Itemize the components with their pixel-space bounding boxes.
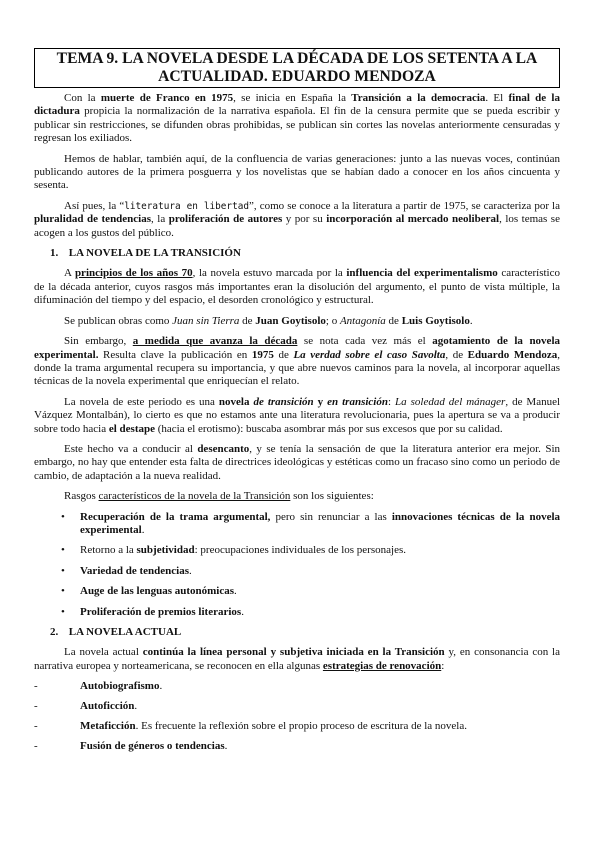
section-2-paragraph-1: La novela actual continúa la línea personal y subjetiva iniciada en la Transición y, en consonancia con la narrativa europea y norteamericana, se reconocen en ella algunas estrategias de renovación: [34,646,560,672]
list-item: - Metaficción. Es frecuente la reflexión sobre el propio proceso de escritura de la novela. [34,720,467,733]
renewal-strategies-list [34,680,560,753]
dash-icon: - [34,739,38,752]
intro-paragraph-2: Hemos de hablar, también aquí, de la confluencia de varias generaciones: junto a las nuevas voces, continúan publicando autores de la primera posguerra y los novelistas que se habían dado a conocer en los años cincuenta y sesenta. [34,152,560,192]
dash-icon: - [34,680,38,693]
list-item: • Retorno a la subjetividad: preocupaciones individuales de los personajes. [61,544,406,557]
list-item: • Proliferación de premios literarios. [61,605,244,618]
section-1-paragraph-2: Se publican obras como Juan sin Tierra de Juan Goytisolo; o Antagonía de Luis Goytisolo. [64,314,473,327]
intro-paragraph-1: Con la muerte de Franco en 1975, se inicia en España la Transición a la democracia. El final de la dictadura propicia la normalización de la narrativa española. El fin de la censura permite que se pueda escribir y publicar sin restricciones, se difunden obras prohibidas, se publican sin cortes las novelas anteriormente censuradas y regresan los exiliados. [34,92,560,145]
section-1-heading: 1. LA NOVELA DE LA TRANSICIÓN [50,247,241,260]
section-2-heading: 2. LA NOVELA ACTUAL [50,626,182,638]
title-line-2: ACTUALIDAD. EDUARDO MENDOZA [158,67,436,85]
list-item: • Recuperación de la trama argumental, pero sin renunciar a las innovaciones técnicas de la novela experimental. [61,510,561,536]
list-item: - Autoficción. [34,700,138,713]
intro-paragraph-3: Así pues, la “literatura en libertad”, como se conoce a la literatura a partir de 1975, se caracteriza por la pluralidad de tendencias, la proliferación de autores y por su incorporación al mercado neoliberal, los temas se acogen a los gustos del público. [34,199,560,239]
page-title [34,48,560,88]
bullet-icon: • [61,510,65,523]
bullet-icon: • [61,544,65,557]
dash-icon: - [34,700,38,713]
list-item: • Variedad de tendencias. [61,564,192,577]
bullet-icon: • [61,585,65,598]
title-line-1: TEMA 9. LA NOVELA DESDE LA DÉCADA DE LOS SETENTA A LA [56,50,538,67]
section-1-paragraph-1: A principios de los años 70, la novela estuvo marcada por la influencia del experimentalismo característico de la década anterior, cuyos rasgos más importantes eran la disolución del argumento, el punto de vista múltiple, la difuminación del tiempo y del espacio, el desorden cronológico y estructural. [34,267,560,307]
list-item: • Auge de las lenguas autonómicas. [61,585,237,598]
list-item: - Autobiografismo. [34,680,163,693]
section-1-paragraph-6: Rasgos característicos de la novela de la Transición son los siguientes: [64,490,374,503]
bullet-icon: • [61,564,65,577]
dash-icon: - [34,720,38,733]
document-body [34,92,560,760]
transition-features-list [34,511,560,619]
section-1-paragraph-5: Este hecho va a conducir al desencanto, y se tenía la sensación de que la literatura anterior era mejor. Sin embargo, no hay que entender esta falta de directrices ideológicas y estéticas como un fracaso sino como un periodo de cambio, de adaptación a la nueva realidad. [34,442,561,482]
section-1-paragraph-3: Sin embargo, a medida que avanza la década se nota cada vez más el agotamiento de la novela experimental. Resulta clave la publicación en 1975 de La verdad sobre el caso Savolta, de Eduardo Mendoza, donde la trama argumental recupera su importancia, y que abre nuevos caminos para la novela, al incorporar aquellas técnicas de la novela experimental que enriquecían el relato. [34,335,560,388]
list-item: - Fusión de géneros o tendencias. [34,739,228,752]
section-1-paragraph-4: La novela de este periodo es una novela de transición y en transición: La soledad del mánager, de Manuel Vázquez Montalbán), lo cierto es que no estamos ante una literatura revolucionaria, pues la apertura se va a producir sobre todo hacia el destape (hacia el erotismo): buscaba asombrar más por sus excesos que por su calidad. [34,395,561,435]
bullet-icon: • [61,605,65,618]
